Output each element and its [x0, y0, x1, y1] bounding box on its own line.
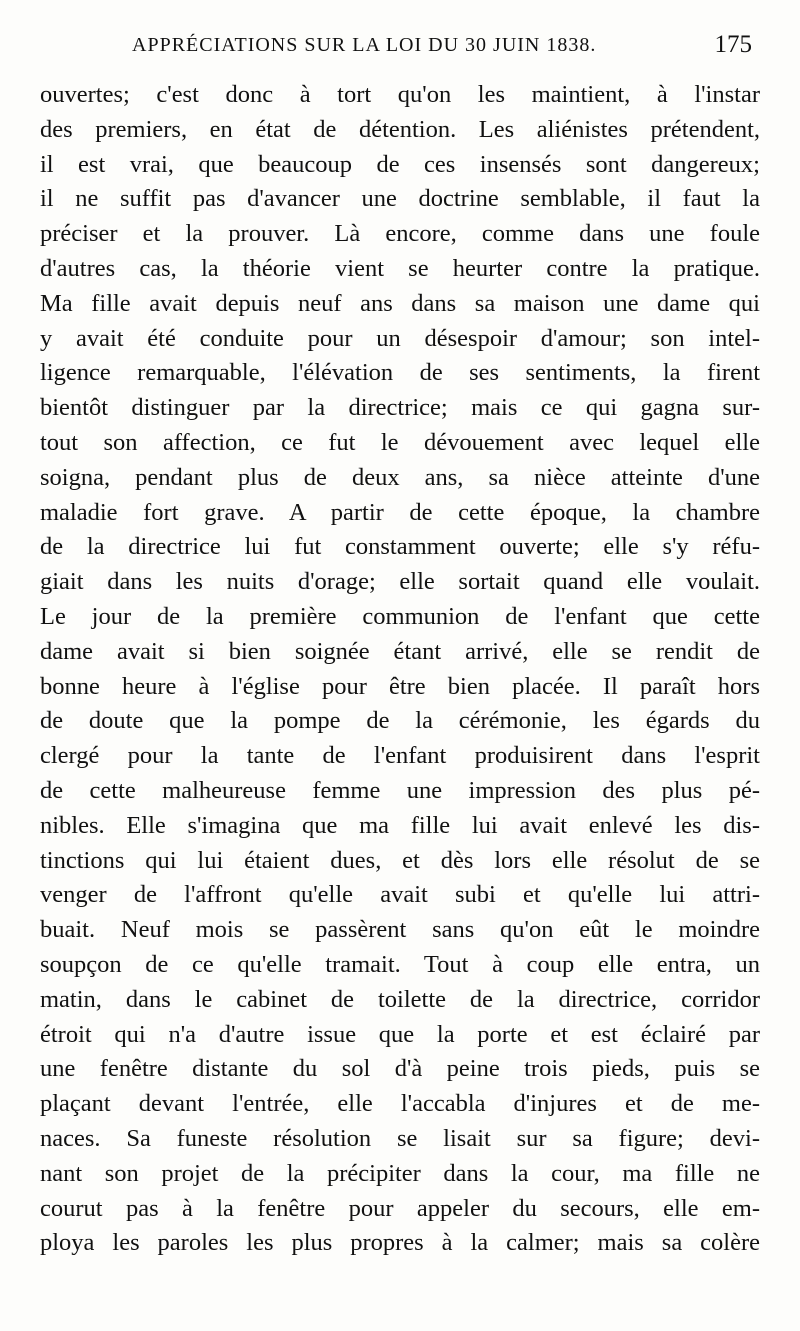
- text-line: clergé pour la tante de l'enfant produisirent dans l'esprit: [40, 742, 760, 770]
- text-line: de la directrice lui fut constamment ouverte; elle s'y réfu-: [40, 533, 760, 561]
- text-line: d'autres cas, la théorie vient se heurter contre la pratique.: [40, 254, 760, 282]
- text-line: bientôt distinguer par la directrice; mais ce qui gagna sur-: [40, 394, 760, 422]
- text-line: préciser et la prouver. Là encore, comme dans une foule: [40, 220, 760, 248]
- text-line: une fenêtre distante du sol d'à peine trois pieds, puis se: [40, 1055, 760, 1083]
- text-line: venger de l'affront qu'elle avait subi et qu'elle lui attri-: [40, 881, 760, 909]
- text-line: soupçon de ce qu'elle tramait. Tout à coup elle entra, un: [40, 950, 760, 978]
- text-line: il est vrai, que beaucoup de ces insensés sont dangereux;: [40, 150, 760, 178]
- text-line: y avait été conduite pour un désespoir d'amour; son intel-: [40, 324, 760, 352]
- text-line: nibles. Elle s'imagina que ma fille lui avait enlevé les dis-: [40, 811, 760, 839]
- text-line: dame avait si bien soignée étant arrivé, elle se rendit de: [40, 637, 760, 665]
- running-title: APPRÉCIATIONS SUR LA LOI DU 30 JUIN 1838.: [132, 34, 597, 56]
- text-line: giait dans les nuits d'orage; elle sortait quand elle voulait.: [40, 568, 760, 596]
- text-line: matin, dans le cabinet de toilette de la directrice, corridor: [40, 985, 760, 1013]
- text-line: de cette malheureuse femme une impression des plus pé-: [40, 776, 760, 804]
- text-line: courut pas à la fenêtre pour appeler du secours, elle em-: [40, 1194, 760, 1222]
- text-line: maladie fort grave. A partir de cette époque, la chambre: [40, 498, 760, 526]
- text-line: nant son projet de la précipiter dans la cour, ma fille ne: [40, 1159, 760, 1187]
- text-line: Le jour de la première communion de l'enfant que cette: [40, 602, 760, 630]
- text-line: ligence remarquable, l'élévation de ses sentiments, la firent: [40, 359, 760, 387]
- page-number: 175: [714, 31, 752, 58]
- text-line: tinctions qui lui étaient dues, et dès lors elle résolut de se: [40, 846, 760, 874]
- text-line: soigna, pendant plus de deux ans, sa nièce atteinte d'une: [40, 463, 760, 491]
- text-line: Ma fille avait depuis neuf ans dans sa maison une dame qui: [40, 289, 760, 317]
- text-line: de doute que la pompe de la cérémonie, les égards du: [40, 707, 760, 735]
- text-line: ploya les paroles les plus propres à la calmer; mais sa colère: [40, 1229, 760, 1257]
- body-text: [40, 78, 760, 1261]
- text-line: ouvertes; c'est donc à tort qu'on les maintient, à l'instar: [40, 81, 760, 108]
- text-line: des premiers, en état de détention. Les aliénistes prétendent,: [40, 115, 760, 143]
- text-line: buait. Neuf mois se passèrent sans qu'on eût le moindre: [40, 916, 760, 944]
- text-line: bonne heure à l'église pour être bien placée. Il paraît hors: [40, 672, 760, 700]
- text-line: naces. Sa funeste résolution se lisait sur sa figure; devi-: [40, 1124, 760, 1152]
- text-line: il ne suffit pas d'avancer une doctrine semblable, il faut la: [40, 185, 760, 213]
- text-line: étroit qui n'a d'autre issue que la porte et est éclairé par: [40, 1020, 760, 1048]
- running-head: [40, 31, 760, 74]
- text-line: tout son affection, ce fut le dévouement avec lequel elle: [40, 428, 760, 456]
- text-line: plaçant devant l'entrée, elle l'accabla d'injures et de me-: [40, 1090, 760, 1118]
